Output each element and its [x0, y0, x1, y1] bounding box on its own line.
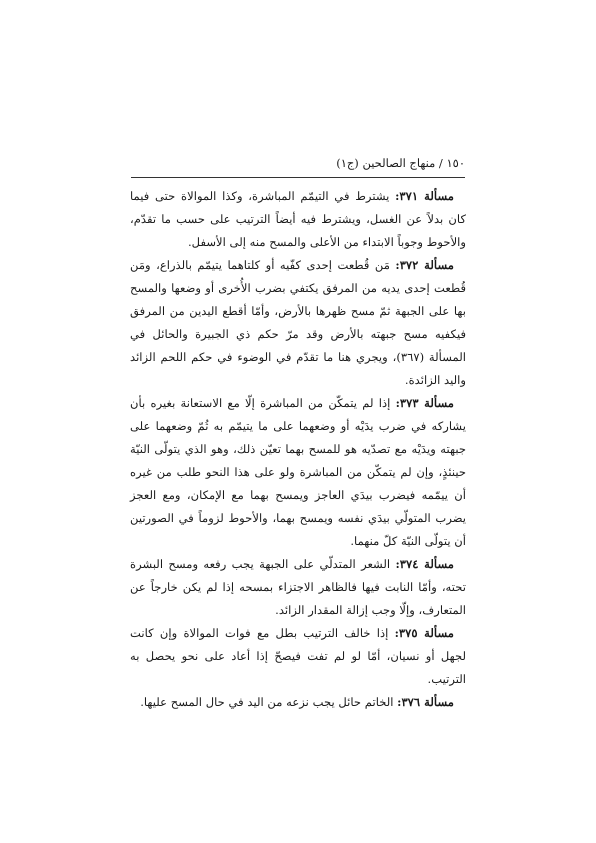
issue-text: الشعر المتدلّي على الجبهة يجب رفعه ومسح البشرة تحته، وأمّا النابت فيها فالظاهر الاجتزاء بمسحه إذا لم يكن خارجاً عن المتعارف، وإلّا وجب إزالة المقدار الزائد. [130, 557, 466, 617]
issue-label: مسألة ٣٧٣: [395, 396, 454, 410]
running-header: ١٥٠ / منهاج الصالحين (ج١) [336, 156, 465, 170]
issue-label: مسألة ٣٧١: [395, 189, 454, 203]
issue-374 [130, 553, 466, 622]
issue-text: إذا لم يتمكّن من المباشرة إلّا مع الاستعانة بغيره بأن يشاركه في ضرب يدَيْه أو وضعهما على ما يتيمّم به ثُمّ وضعهما على جبهته ويدَيْه مع تصدّيه هو للمسح بهما تعيّن ذلك، وهو الذي يتولّى النيّة حينئذٍ، وإن لم يتمكّن من المباشرة ولو على هذا النحو طلب من غيره أن ييمّمه فيضرب بيدَي العاجز ويمسح بهما مع الإمكان، ومع العجز يضرب المتولّي بيدَي نفسه ويمسح بهما، والأحوط لزوماً في الصورتين أن يتولّى النيّة كلّ منهما. [130, 396, 466, 548]
issue-label: مسألة ٣٧٤: [395, 557, 454, 571]
issue-372 [130, 254, 466, 392]
issue-text: الخاتم حائل يجب نزعه من اليد في حال المسح عليها. [140, 695, 398, 709]
issue-text: إذا خالف الترتيب بطل مع فوات الموالاة وإن كانت لجهل أو نسيان، أمّا لو لم تفت فيصحّ إذا أعاد على نحو يحصل به الترتيب. [130, 626, 466, 686]
header-rule [131, 177, 465, 178]
issue-text: مَن قُطعت إحدى كفّيه أو كلتاهما يتيمّم بالذراع، ومَن قُطعت إحدى يديه من المرفق يكتفي بضرب الأُخرى أو وضعها والمسح بها على الجبهة ثمّ مسح ظهرها بالأرض، وأمّا أقطع اليدين من المرفق فيكفيه مسح جبهته بالأرض وقد مرّ حكم ذي الجبيرة والحائل في المسألة (٣٦٧)، ويجري هنا ما تقدّم في الوضوء في حكم اللحم الزائد واليد الزائدة. [130, 258, 467, 387]
body-text [130, 185, 466, 714]
issue-375 [130, 622, 466, 691]
issue-label: مسألة ٣٧٢: [395, 258, 455, 272]
issue-371 [130, 185, 466, 254]
issue-373 [130, 392, 466, 553]
issue-376 [130, 691, 466, 714]
issue-label: مسألة ٣٧٥: [394, 626, 454, 640]
issue-text: يشترط في التيمّم المباشرة، وكذا الموالاة حتى فيما كان بدلاً عن الغسل، ويشترط فيه أيضاً الترتيب على حسب ما تقدّم، والأحوط وجوباً الابتداء من الأعلى والمسح منه إلى الأسفل. [130, 189, 466, 249]
issue-label: مسألة ٣٧٦: [397, 695, 454, 709]
